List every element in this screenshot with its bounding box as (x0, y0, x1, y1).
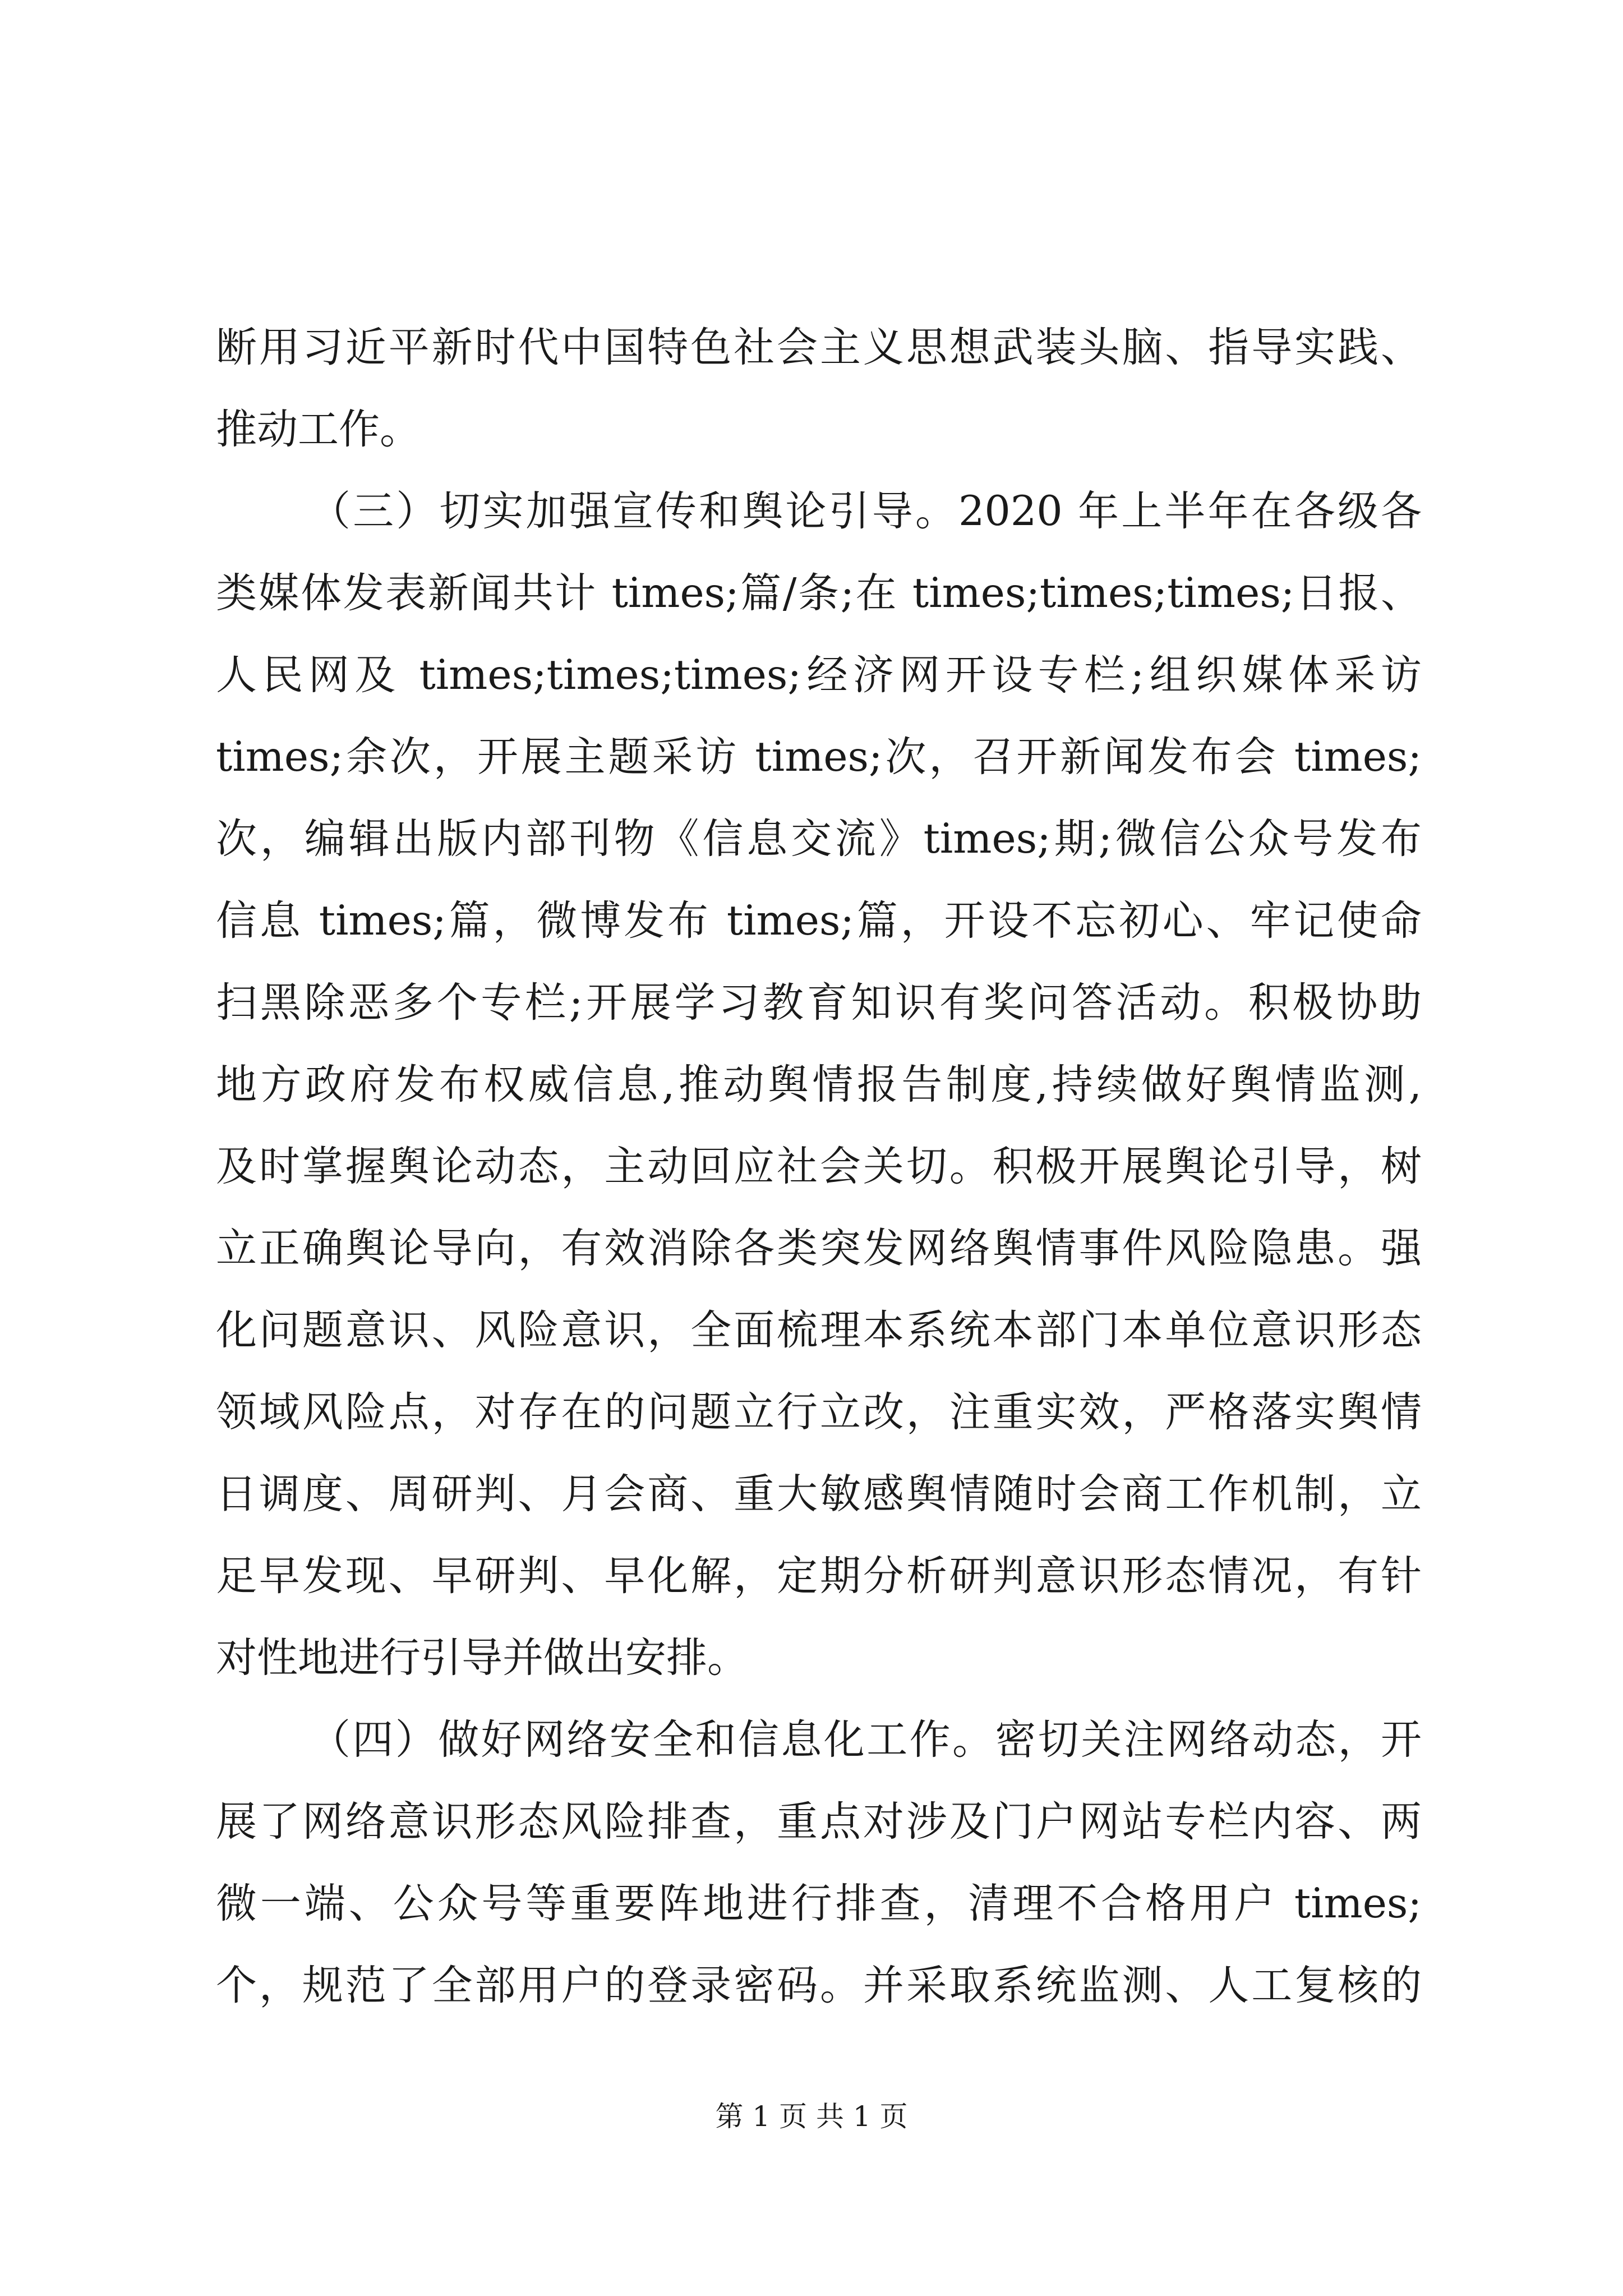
text-line-19: 展了网络意识形态风险排查，重点对涉及门户网站专栏内容、两 (216, 1798, 1422, 1846)
text-line-6: times;余次，开展主题采访 times;次，召开新闻发布会 times; (216, 733, 1422, 781)
text-line-17: 对性地进行引导并做出安排。 (216, 1634, 748, 1682)
text-line-5: 人民网及 times;times;times;经济网开设专栏;组织媒体采访 (216, 651, 1422, 699)
text-line-1: 断用习近平新时代中国特色社会主义思想武装头脑、指导实践、 (216, 324, 1422, 371)
paragraph-3-heading-line: （三）切实加强宣传和舆论引导。2020 年上半年在各级各 (310, 487, 1422, 535)
text-line-8: 信息 times;篇，微博发布 times;篇，开设不忘初心、牢记使命 (216, 897, 1422, 945)
text-line-11: 及时掌握舆论动态，主动回应社会关切。积极开展舆论引导，树 (216, 1143, 1422, 1190)
text-line-7: 次，编辑出版内部刊物《信息交流》times;期;微信公众号发布 (216, 815, 1422, 863)
text-line-16: 足早发现、早研判、早化解，定期分析研判意识形态情况，有针 (216, 1552, 1422, 1600)
text-line-9: 扫黑除恶多个专栏;开展学习教育知识有奖问答活动。积极协助 (216, 979, 1422, 1027)
text-line-13: 化问题意识、风险意识，全面梳理本系统本部门本单位意识形态 (216, 1306, 1422, 1354)
text-line-12: 立正确舆论导向，有效消除各类突发网络舆情事件风险隐患。强 (216, 1225, 1422, 1272)
paragraph-4-heading-line: （四）做好网络安全和信息化工作。密切关注网络动态，开 (310, 1716, 1422, 1764)
text-line-20: 微一端、公众号等重要阵地进行排查，清理不合格用户 times; (216, 1880, 1422, 1927)
text-line-21: 个，规范了全部用户的登录密码。并采取系统监测、人工复核的 (216, 1962, 1422, 2009)
page-footer: 第 1 页 共 1 页 (715, 2100, 908, 2133)
text-line-14: 领域风险点，对存在的问题立行立改，注重实效，严格落实舆情 (216, 1388, 1422, 1436)
text-line-10: 地方政府发布权威信息,推动舆情报告制度,持续做好舆情监测, (216, 1061, 1422, 1108)
text-line-4: 类媒体发表新闻共计 times;篇/条;在 times;times;times;日报、 (216, 569, 1422, 617)
text-line-15: 日调度、周研判、月会商、重大敏感舆情随时会商工作机制，立 (216, 1470, 1422, 1518)
text-line-2: 推动工作。 (216, 406, 421, 453)
